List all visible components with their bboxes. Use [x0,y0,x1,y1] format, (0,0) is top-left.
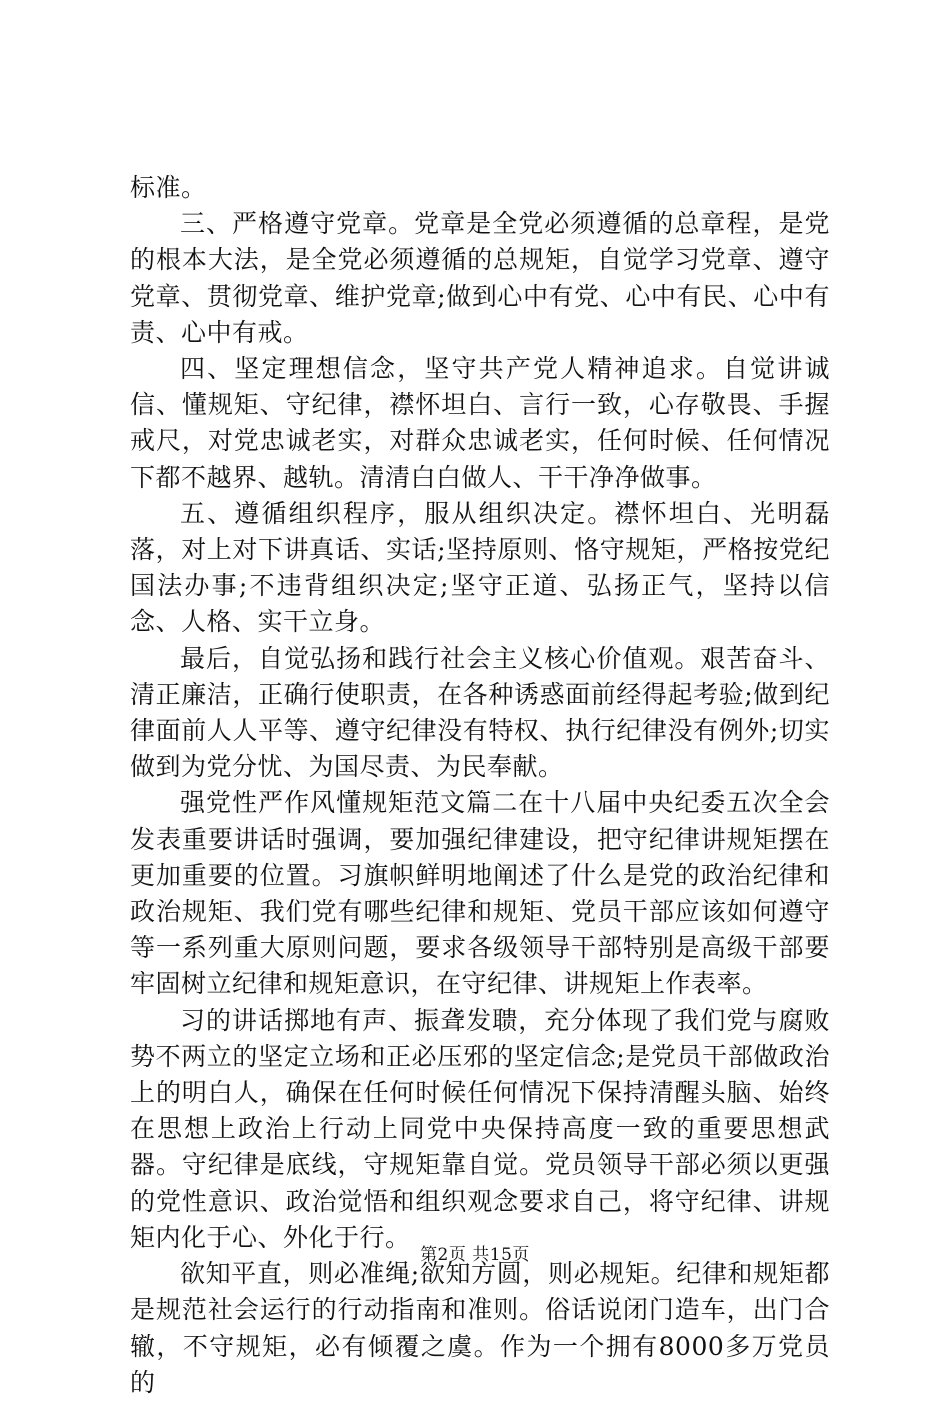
paragraph-rules: 欲知平直，则必准绳;欲知方圆，则必规矩。纪律和规矩都是规范社会运行的行动指南和准则。俗话说闭门造车，出门合辙，不守规矩，必有倾覆之虞。作为一个拥有8000多万党员的 [130,1259,830,1397]
page-footer [0,1244,950,1266]
page-number-label: 第2页 共15页 [420,1245,530,1265]
paragraph-finally: 最后，自觉弘扬和践行社会主义核心价值观。艰苦奋斗、清正廉洁，正确行使职责，在各种诱惑面前经得起考验;做到纪律面前人人平等、遵守纪律没有特权、执行纪律没有例外;切实做到为党分忧、为国尽责、为民奉献。 [130,643,830,782]
paragraph-4: 四、坚定理想信念，坚守共产党人精神追求。自觉讲诚信、懂规矩、守纪律，襟怀坦白、言行一致，心存敬畏、手握戒尺，对党忠诚老实，对群众忠诚老实，任何时候、任何情况下都不越界、越轨。清清白白做人、干干净净做事。 [130,354,830,492]
paragraph-3: 三、严格遵守党章。党章是全党必须遵循的总章程，是党的根本大法，是全党必须遵循的总规矩，自觉学习党章、遵守党章、贯彻党章、维护党章;做到心中有党、心中有民、心中有责、心中有戒。 [130,209,830,347]
paragraph-speech: 习的讲话掷地有声、振聋发聩，充分体现了我们党与腐败势不两立的坚定立场和正必压邪的坚定信念;是党员干部做政治上的明白人，确保在任何时候任何情况下保持清醒头脑、始终在思想上政治上行动上同党中央保持高度一致的重要思想武器。守纪律是底线，守规矩靠自觉。党员领导干部必须以更强的党性意识、政治觉悟和组织观念要求自己，将守纪律、讲规矩内化于心、外化于行。 [130,1005,830,1252]
paragraph-continuation: 标准。 [130,173,207,202]
paragraph-article-two: 强党性严作风懂规矩范文篇二在十八届中央纪委五次全会发表重要讲话时强调，要加强纪律建设，把守纪律讲规矩摆在更加重要的位置。习旗帜鲜明地阐述了什么是党的政治纪律和政治规矩、我们党有哪些纪律和规矩、党员干部应该如何遵守等一系列重大原则问题，要求各级领导干部特别是高级干部要牢固树立纪律和规矩意识，在守纪律、讲规矩上作表率。 [130,788,830,999]
document-body [130,170,830,1401]
paragraph-5: 五、遵循组织程序，服从组织决定。襟怀坦白、光明磊落，对上对下讲真话、实话;坚持原则、恪守规矩，严格按党纪国法办事;不违背组织决定;坚守正道、弘扬正气，坚持以信念、人格、实干立身。 [130,498,830,637]
